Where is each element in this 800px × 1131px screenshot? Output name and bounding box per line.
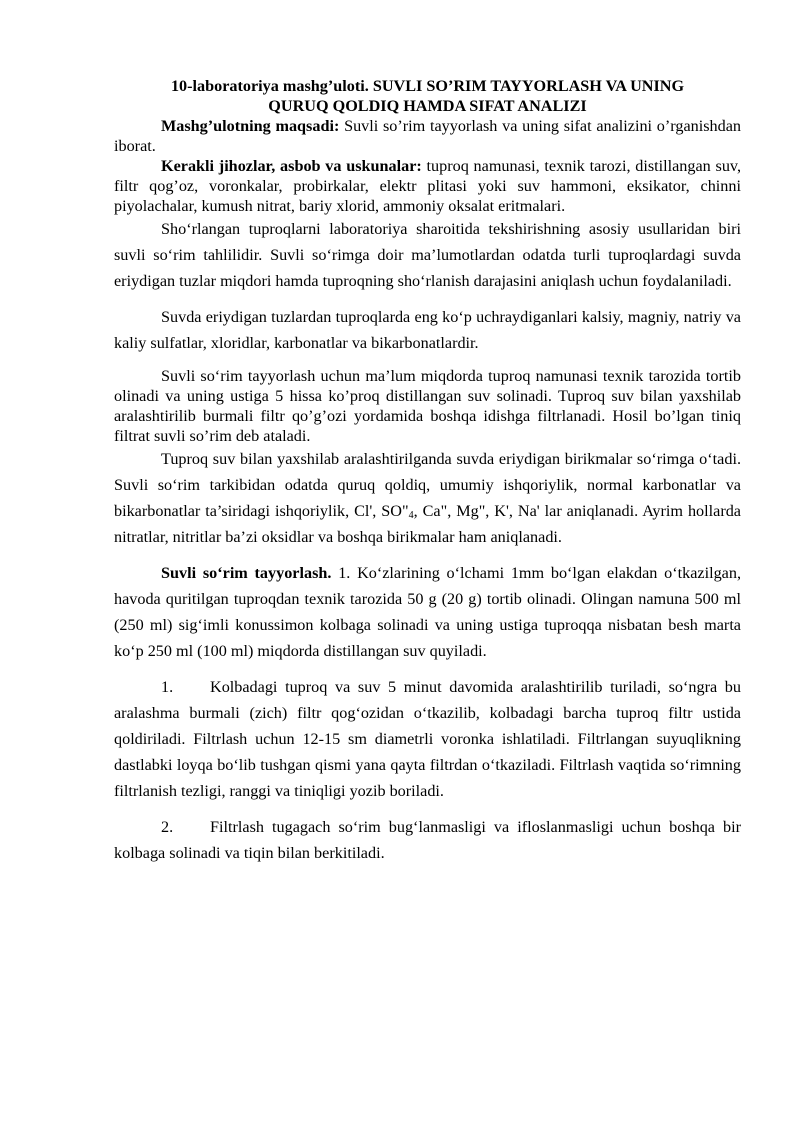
list-item <box>114 814 741 866</box>
goal-text: Suvli so’rim tayyorlash va uning sifat analizini o’rganishdan iborat. <box>114 117 741 155</box>
step-text: Kolbadagi tuproq va suv 5 minut davomida aralashtirilib turiladi, so‘ngra bu aralashma burmali (zich) filtr qog‘ozidan o‘tkazilib, kolbadagi barcha tuproq filtr ustida qoldiriladi. Filtrlash uchun 12-15 sm diametrli voronka ishlatiladi. Filtrlangan suyuqlikning dastlabki loyqa bo‘lib tushgan qismi yana qayta filtrdan o‘tkaziladi. Filtrlash vaqtida so‘rimning filtrlanish tezligi, ranggi va tiniqligi yozib boriladi. <box>114 678 741 800</box>
equipment-label: Kerakli jihozlar, asbob va uskunalar: <box>161 157 422 175</box>
goal-label: Mashg’ulotning maqsadi: <box>161 117 340 135</box>
step-text: Filtrlash tugagach so‘rim bug‘lanmasligi va ifloslanmasligi uchun boshqa bir kolbaga solinadi va tiqin bilan berkitiladi. <box>114 818 741 862</box>
goal-paragraph <box>114 116 741 156</box>
title-line-2: QURUQ QOLDIQ HAMDA SIFAT ANALIZI <box>268 97 587 115</box>
step-number: 2. <box>161 818 174 836</box>
step-number: 1. <box>161 678 174 696</box>
preparation-label: Suvli so‘rim tayyorlash. <box>161 564 332 582</box>
document-body <box>114 76 741 866</box>
title-line-1: 10-laboratoriya mashg’uloti. SUVLI SO’RIM TAYYORLASH VA UNING <box>170 77 685 95</box>
composition-text-before: Tuproq suv bilan yaxshilab aralashtirilganda suvda eriydigan birikmalar so‘rimga o‘tadi. Suvli so‘rim tarkibidan odatda quruq qoldiq, umumiy ishqoriylik, normal karbonatlar va bikarbonatlar ta’siridagi ishqoriylik, Cl', SO" <box>114 450 741 520</box>
preparation-paragraph <box>114 560 741 664</box>
equipment-paragraph <box>114 156 741 216</box>
extract-method-paragraph: Suvli so‘rim tayyorlash uchun ma’lum miqdorda tuproq namunasi texnik tarozida tortib olinadi va uning ustiga 5 hissa ko’proq distillangan suv solinadi. Tuproq suv bilan yaxshilab aralashtirilib burmali filtr qo’g’ozi yordamida boshqa idishga filtrlanadi. Hosil bo’lgan tiniq filtrat suvli so’rim deb ataladi. <box>114 367 741 445</box>
sulfate-subscript: 4 <box>408 510 414 521</box>
extract-composition-paragraph <box>114 446 741 550</box>
composition-text-after: , Ca", Mg", K', Na' lar aniqlanadi. Ayrim hollarda nitratlar, nitritlar ba’zi oksidlar va boshqa birikmalar ham aniqlanadi. <box>114 502 741 546</box>
page-title <box>114 76 741 116</box>
salts-paragraph: Suvda eriydigan tuzlardan tuproqlarda eng ko‘p uchraydiganlari kalsiy, magniy, natriy va kaliy sulfatlar, xloridlar, karbonatlar va bikarbonatlardir. <box>114 308 741 352</box>
equipment-text: tuproq namunasi, texnik tarozi, distillangan suv, filtr qog’oz, voronkalar, probirkalar, elektr plitasi yoki suv hammoni, eksikator, chinni piyolachalar, kumush nitrat, bariy xlorid, ammoniy oksalat eritmalari. <box>114 157 741 215</box>
preparation-text: 1. Ko‘zlarining o‘lchami 1mm bo‘lgan elakdan o‘tkazilgan, havoda quritilgan tuproqdan texnik tarozida 50 g (20 g) tortib olinadi. Olingan namuna 500 ml (250 ml) sig‘imli konussimon kolbaga solinadi va uning ustiga tuproqqa nisbatan besh marta ko‘p 250 ml (100 ml) miqdorda distillangan suv quyiladi. <box>114 564 741 660</box>
list-item <box>114 674 741 804</box>
intro-paragraph: Sho‘rlangan tuproqlarni laboratoriya sharoitida tekshirishning asosiy usullaridan biri suvli so‘rim tahlilidir. Suvli so‘rimga doir ma’lumotlardan odatda turli tuproqlardagi suvda eriydigan tuzlar miqdori hamda tuproqning sho‘rlanish darajasini aniqlash uchun foydalaniladi. <box>114 220 741 290</box>
